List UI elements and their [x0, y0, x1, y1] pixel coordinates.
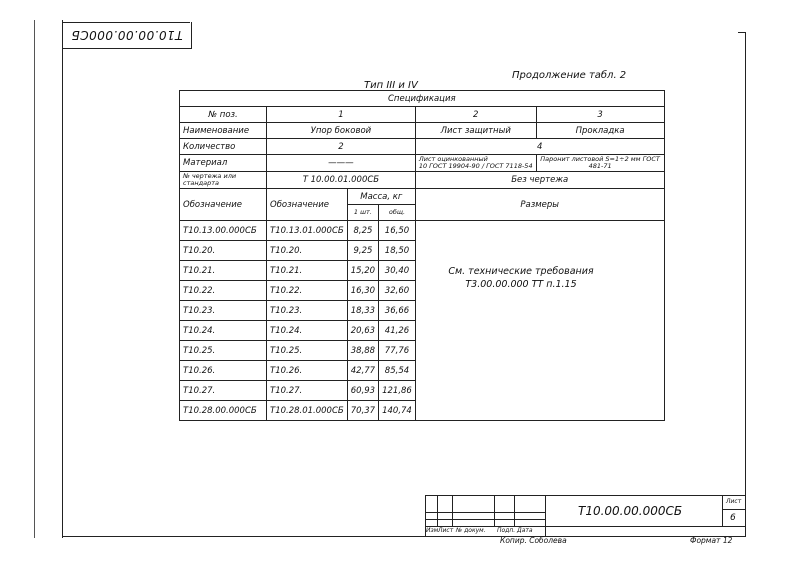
row-mass-one: 38,88 — [347, 341, 378, 361]
name-3: Прокладка — [536, 123, 664, 139]
row-designation: Т10.23. — [180, 301, 267, 321]
document-number: Т10.00.00.000СБ — [578, 504, 683, 518]
tb-col — [514, 495, 515, 527]
row-mass-total: 18,50 — [379, 241, 416, 261]
drawing-label: № чертежа или стандарта — [180, 172, 267, 189]
row-mass-one: 16,30 — [347, 281, 378, 301]
designation-label-2: Обозначение — [267, 189, 348, 221]
continuation-label: Продолжение табл. 2 — [512, 70, 627, 81]
tb-divider — [722, 495, 723, 527]
table-row — [180, 221, 665, 241]
row-designation: Т10.13.00.000СБ — [180, 221, 267, 241]
row-designation-2: Т10.24. — [267, 321, 348, 341]
sizes-label: Размеры — [415, 189, 664, 221]
row-mass-total: 77,76 — [379, 341, 416, 361]
pos-1: 1 — [267, 107, 416, 123]
spec-title: Спецификация — [180, 91, 665, 107]
material-1: ——— — [267, 155, 416, 172]
tb-col-label: Подп. — [497, 527, 516, 534]
row-designation: Т10.20. — [180, 241, 267, 261]
frame-left-line — [62, 20, 63, 538]
material-2a: Лист оцинкованный — [418, 155, 488, 163]
row-mass-one: 42,77 — [347, 361, 378, 381]
copied-by: Копир. Соболева — [500, 536, 567, 545]
tb-sheet-line — [722, 509, 745, 510]
row-mass-total: 36,66 — [379, 301, 416, 321]
material-3: Паронит листовой S=1÷2 мм ГОСТ 481-71 — [536, 155, 664, 172]
row-designation: Т10.27. — [180, 381, 267, 401]
mass-label: Масса, кг — [347, 189, 415, 205]
row-mass-one: 70,37 — [347, 401, 378, 421]
row-mass-total: 121,86 — [379, 381, 416, 401]
drawing-2: Без чертежа — [415, 172, 664, 189]
row-mass-total: 32,60 — [379, 281, 416, 301]
technical-requirements — [402, 265, 640, 291]
pos-label: № поз. — [180, 107, 267, 123]
left-edge-line — [34, 20, 35, 538]
row-mass-total: 41,26 — [379, 321, 416, 341]
sizes-area — [415, 221, 664, 421]
format-label: Формат 12 — [690, 536, 733, 545]
tb-col-label: Лист — [438, 527, 454, 534]
row-mass-one: 20,63 — [347, 321, 378, 341]
row-mass-one: 18,33 — [347, 301, 378, 321]
tb-col — [437, 495, 438, 527]
corner-stamp-text: Т10.00.00.000СБ — [71, 28, 183, 42]
row-designation-2: Т10.25. — [267, 341, 348, 361]
material-2 — [415, 155, 536, 172]
row-designation-2: Т10.23. — [267, 301, 348, 321]
row-designation-2: Т10.28.01.000СБ — [267, 401, 348, 421]
tb-divider — [545, 495, 546, 536]
row-designation: Т10.28.00.000СБ — [180, 401, 267, 421]
row-mass-one: 15,20 — [347, 261, 378, 281]
row-designation: Т10.26. — [180, 361, 267, 381]
qty-1: 2 — [267, 139, 416, 155]
row-designation: Т10.22. — [180, 281, 267, 301]
tb-col-label: № докум. — [456, 527, 486, 534]
requirements-line-2: Т3.00.00.000 ТТ п.1.15 — [465, 279, 577, 290]
row-designation-2: Т10.13.01.000СБ — [267, 221, 348, 241]
row-mass-total: 16,50 — [379, 221, 416, 241]
name-2: Лист защитный — [415, 123, 536, 139]
mass-one-label: 1 шт. — [347, 205, 378, 221]
tb-col-label: Изм — [426, 527, 439, 534]
frame-bottom-line — [62, 536, 746, 537]
row-mass-one: 60,93 — [347, 381, 378, 401]
row-mass-total: 30,40 — [379, 261, 416, 281]
tb-line — [425, 519, 545, 520]
row-designation-2: Т10.26. — [267, 361, 348, 381]
sheet-number: 6 — [730, 513, 736, 523]
corner-stamp — [62, 22, 192, 49]
frame-right-line — [745, 32, 746, 537]
row-designation-2: Т10.22. — [267, 281, 348, 301]
name-label: Наименование — [180, 123, 267, 139]
name-1: Упор боковой — [267, 123, 416, 139]
row-mass-total: 140,74 — [379, 401, 416, 421]
type-title: Тип III и IV — [364, 80, 418, 91]
tb-col-label: Дата — [517, 527, 533, 534]
row-mass-one: 9,25 — [347, 241, 378, 261]
frame-right-tick — [738, 32, 746, 33]
row-designation-2: Т10.20. — [267, 241, 348, 261]
tb-col — [494, 495, 495, 527]
tb-col — [452, 495, 453, 527]
row-designation: Т10.24. — [180, 321, 267, 341]
row-designation-2: Т10.27. — [267, 381, 348, 401]
sheet-label: Лист — [726, 498, 742, 505]
qty-2: 4 — [415, 139, 664, 155]
tb-line — [425, 512, 545, 513]
row-mass-one: 8,25 — [347, 221, 378, 241]
material-label: Материал — [180, 155, 267, 172]
designation-label: Обозначение — [180, 189, 267, 221]
row-designation: Т10.21. — [180, 261, 267, 281]
specification-table — [179, 90, 665, 421]
row-designation-2: Т10.21. — [267, 261, 348, 281]
pos-2: 2 — [415, 107, 536, 123]
pos-3: 3 — [536, 107, 664, 123]
material-2b: 10 ГОСТ 19904-90 / ГОСТ 7118-54 — [418, 162, 533, 170]
mass-total-label: общ. — [379, 205, 416, 221]
row-mass-total: 85,54 — [379, 361, 416, 381]
qty-label: Количество — [180, 139, 267, 155]
row-designation: Т10.25. — [180, 341, 267, 361]
requirements-line-1: См. технические требования — [448, 266, 594, 277]
drawing-1: Т 10.00.01.000СБ — [267, 172, 416, 189]
